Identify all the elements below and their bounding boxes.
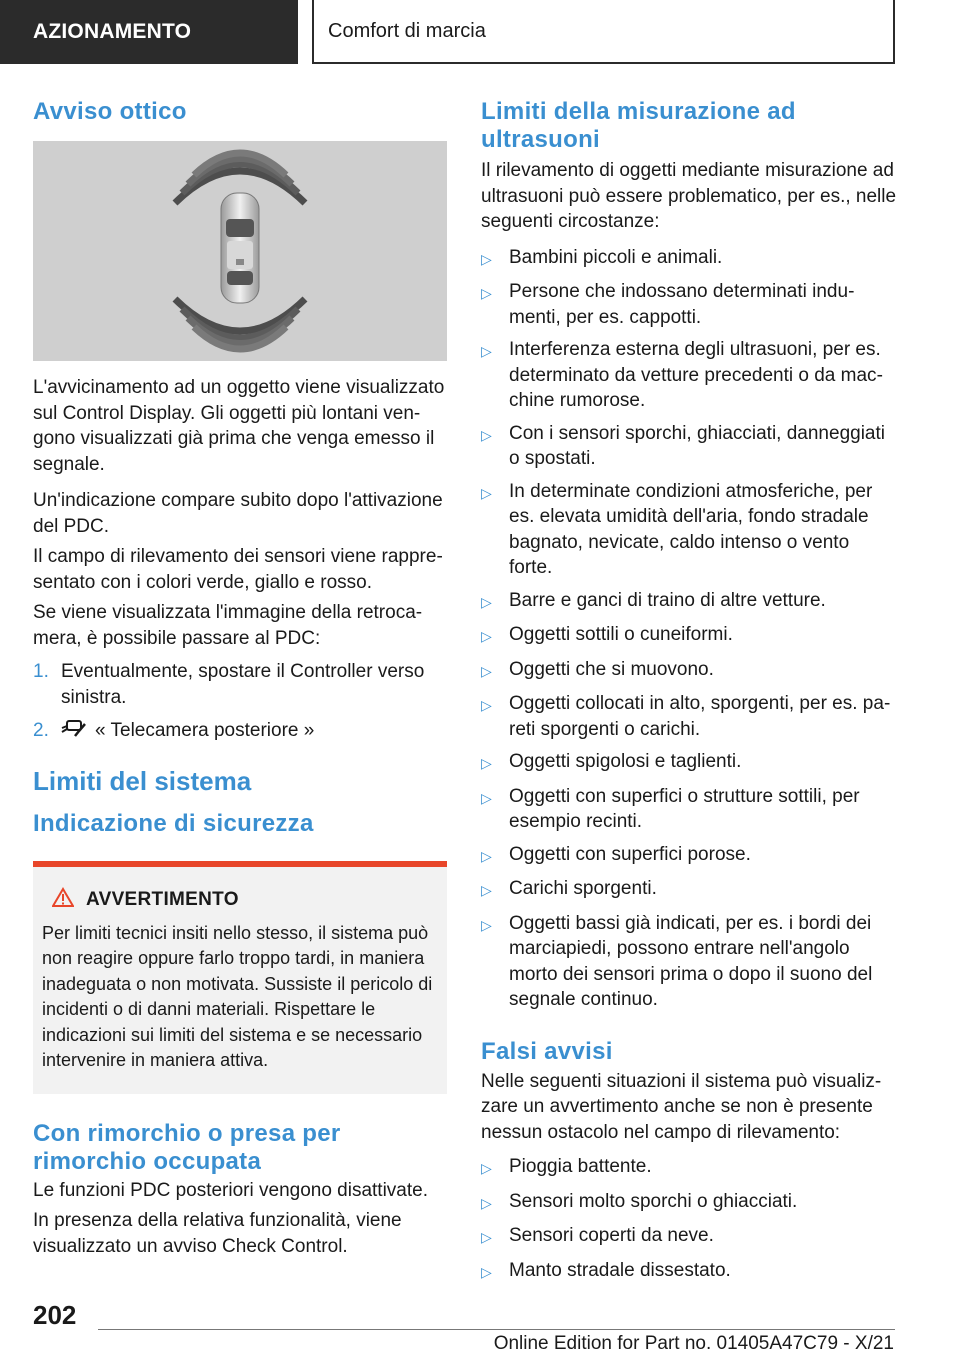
warning-header bbox=[52, 887, 438, 913]
right-column bbox=[481, 98, 897, 1292]
section-title: AZIONAMENTO bbox=[33, 20, 192, 43]
bullet-triangle-icon: ▷ bbox=[481, 484, 492, 501]
list-item: ▷ Interferenza esterna degli ultrasuoni, per es. determinato da vetture precedenti o da macchine rumorose. bbox=[481, 337, 897, 414]
pdc-display-illustration bbox=[33, 141, 447, 361]
paragraph: Il campo di rilevamento dei sensori viene rappresentato con i colori verde, giallo e rosso. bbox=[33, 546, 443, 593]
list-item: ▷ Sensori coperti da neve. bbox=[481, 1223, 897, 1251]
list-item: ▷ Con i sensori sporchi, ghiacciati, danneggiati o spostati. bbox=[481, 421, 897, 472]
list-item: ▷ Oggetti che si muovono. bbox=[481, 657, 897, 685]
steps-list bbox=[33, 659, 447, 746]
paragraph: L'avvicinamento ad un oggetto viene visualizzato sul Control Display. Gli oggetti più lontani vengono visualizzati già prima che venga emesso il segnale. bbox=[33, 377, 445, 475]
edition-text: Online Edition for Part no. 01405A47C79 - X/21 bbox=[493, 1333, 894, 1354]
heading-falsi-avvisi: Falsi avvisi bbox=[481, 1037, 613, 1065]
bullet-triangle-icon: ▷ bbox=[481, 1263, 492, 1280]
bullet-triangle-icon: ▷ bbox=[481, 697, 492, 713]
bullet-triangle-icon: ▷ bbox=[481, 1160, 492, 1176]
bullet-triangle-icon: ▷ bbox=[481, 593, 492, 610]
chapter-tab bbox=[312, 0, 895, 64]
heading-limiti-misurazione: Limiti della misurazione ad ultrasuoni bbox=[481, 98, 796, 153]
bullet-triangle-icon: ▷ bbox=[481, 285, 492, 301]
heading-indicazione-sicurezza: Indicazione di sicurezza bbox=[33, 809, 314, 837]
list-item: ▷ Pioggia battente. bbox=[481, 1154, 897, 1182]
list-item bbox=[33, 718, 447, 746]
warning-text: Per limiti tecnici insiti nello stesso, il sistema può non reagire oppure farlo troppo tardi, in maniera inadeguata o non motivata. Sussiste il pericolo di incidenti o di danni materiali. Rispettare le indicazioni sui limiti del sistema e se necessario intervenire in maniera attiva. bbox=[42, 922, 433, 1070]
paragraph: Se viene visualizzata l'immagine della retrocamera, è possibile passare al PDC: bbox=[33, 602, 423, 649]
section-tab bbox=[0, 0, 298, 64]
limitations-list bbox=[481, 245, 897, 1013]
warning-triangle-icon bbox=[52, 887, 74, 913]
bullet-triangle-icon: ▷ bbox=[481, 882, 492, 898]
bullet-triangle-icon: ▷ bbox=[481, 343, 492, 359]
list-item bbox=[33, 659, 447, 710]
heading-limiti-sistema: Limiti del sistema bbox=[33, 765, 252, 796]
list-item: ▷ Manto stradale dissestato. bbox=[481, 1258, 897, 1286]
list-item: ▷ Sensori molto sporchi o ghiacciati. bbox=[481, 1189, 897, 1217]
bullet-triangle-icon: ▷ bbox=[481, 755, 492, 771]
bullet-triangle-icon: ▷ bbox=[481, 250, 492, 267]
step-number: 2. bbox=[33, 720, 49, 741]
list-item: ▷ Oggetti bassi già indicati, per es. i bordi dei marciapiedi, possono entrare nell'angolo morto dei sensori prima o dopo il suono del segnale continuo. bbox=[481, 911, 897, 1013]
list-item: ▷ Carichi sporgenti. bbox=[481, 876, 897, 904]
list-item: ▷ Barre e ganci di traino di altre vetture. bbox=[481, 588, 897, 616]
list-item: ▷ Oggetti sottili o cuneiformi. bbox=[481, 622, 897, 650]
bullet-triangle-icon: ▷ bbox=[481, 628, 492, 644]
car-sensor-icon bbox=[33, 141, 447, 361]
heading-avviso-ottico: Avviso ottico bbox=[33, 98, 187, 125]
paragraph: Le funzioni PDC posteriori vengono disattivate. bbox=[33, 1179, 429, 1201]
list-item: ▷ In determinate condizioni atmosferiche, per es. elevata umidità dell'aria, fondo stradale bagnato, nevicate, caldo intenso o vento forte. bbox=[481, 479, 897, 581]
step-text: Eventualmente, spostare il Controller verso sinistra. bbox=[61, 661, 425, 708]
bullet-triangle-icon: ▷ bbox=[481, 1194, 492, 1211]
bullet-triangle-icon: ▷ bbox=[481, 1229, 492, 1245]
paragraph: Il rilevamento di oggetti mediante misurazione ad ultrasuoni può essere problematico, per es., nelle seguenti circostanze: bbox=[481, 160, 897, 232]
bullet-triangle-icon: ▷ bbox=[481, 916, 492, 933]
paragraph: Nelle seguenti situazioni il sistema può visualizzare un avvertimento anche se non è presente nessun ostacolo nel campo di rilevamento: bbox=[481, 1070, 882, 1143]
rear-camera-icon bbox=[61, 718, 95, 746]
bullet-triangle-icon: ▷ bbox=[481, 789, 492, 806]
list-item: ▷ Bambini piccoli e animali. bbox=[481, 245, 897, 273]
bullet-triangle-icon: ▷ bbox=[481, 847, 492, 864]
paragraph: Un'indicazione compare subito dopo l'attivazione del PDC. bbox=[33, 490, 443, 537]
left-column bbox=[33, 98, 447, 1259]
bullet-triangle-icon: ▷ bbox=[481, 426, 492, 443]
step-text: « Telecamera posteriore » bbox=[95, 720, 315, 741]
false-alarm-list bbox=[481, 1154, 897, 1285]
page-number: 202 bbox=[33, 1300, 77, 1330]
warning-box bbox=[33, 867, 447, 1094]
step-number: 1. bbox=[33, 661, 49, 682]
paragraph: In presenza della relativa funzionalità, viene visualizzato un avviso Check Control. bbox=[33, 1210, 402, 1257]
footer-rule bbox=[98, 1329, 895, 1330]
chapter-title: Comfort di marcia bbox=[328, 19, 486, 42]
bullet-triangle-icon: ▷ bbox=[481, 662, 492, 679]
heading-rimorchio: Con rimorchio o presa per rimorchio occupata bbox=[33, 1119, 341, 1175]
list-item: ▷ Oggetti con superfici o strutture sottili, per esempio recinti. bbox=[481, 784, 897, 835]
list-item: ▷ Oggetti con superfici porose. bbox=[481, 842, 897, 870]
list-item: ▷ Oggetti spigolosi e taglienti. bbox=[481, 749, 897, 777]
list-item: ▷ Persone che indossano determinati indumenti, per es. cappotti. bbox=[481, 279, 897, 330]
list-item: ▷ Oggetti collocati in alto, sporgenti, per es. pareti sporgenti o carichi. bbox=[481, 691, 897, 742]
warning-title: AVVERTIMENTO bbox=[86, 888, 239, 910]
